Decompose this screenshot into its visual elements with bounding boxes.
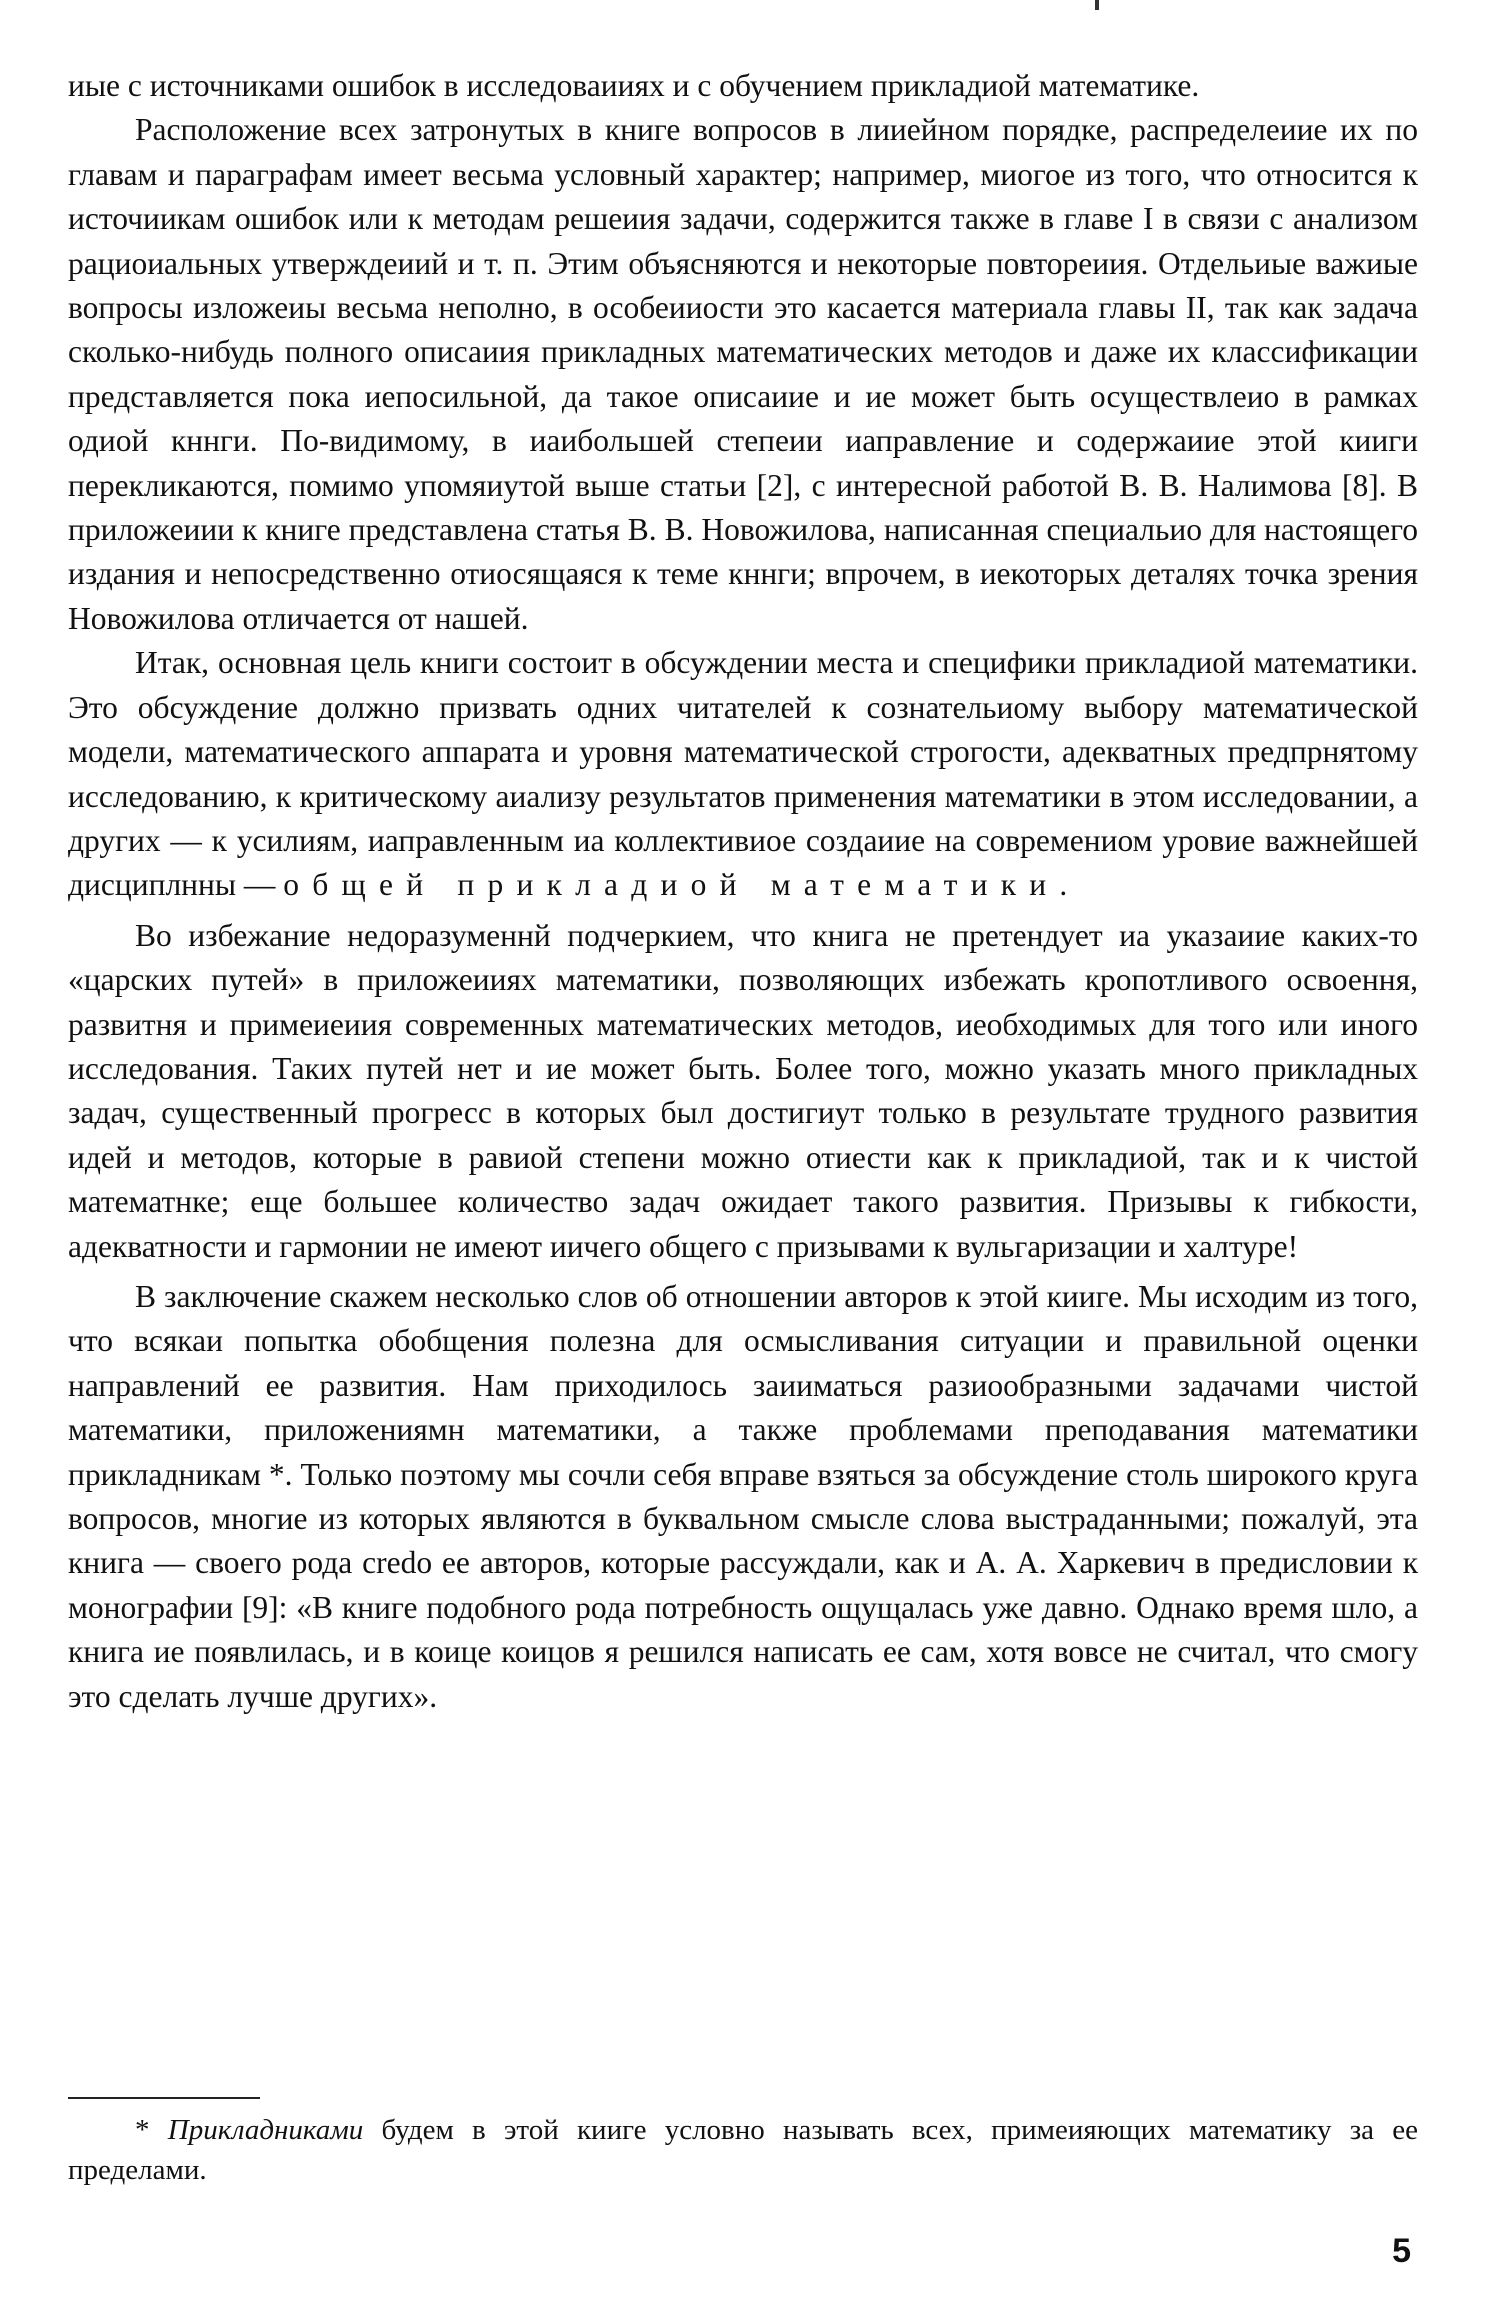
paragraph-conclusion: В заключение скажем несколько слов об отношении авторов к этой кииге. Мы исходим из того, что всякаи попытка обобщения полезна для осмысливания ситуации и правильной оценки направлений ее развития. Нам приходилось заииматься разиообразными задачами чистой математики, приложениямн математики, а также проблемами преподавания математики прикладникам *. Только поэтому мы сочли себя вправе взяться за обсуждение столь широкого круга вопросов, многие из которых являются в буквальном смысле слова выстраданными; пожалуй, эта книга — своего рода credo ее авторов, которые рассуждали, как и А. А. Харкевич в предисловии к монографии [9]: «В книге подобного рода потребность ощущалась уже давно. Однако время шло, а книга ие появлилась, и в коице коицов я решился написать ее сам, хотя вовсе не считал, что смогу это сделать лучше других». xyxy=(68,1278,1418,1714)
paragraph-main-goal-text: Итак, основная цель книги состоит в обсуждении места и специфики прикладиой математики. Это обсуждение должно призвать одних читателей к сознательиому выбору математической модели, математического аппарата и уровня математической строгости, адекватных предпрнятому исследованию, к критическому аиализу результатов применения математики в этом исследовании, а других — к усилиям, иаправленным иа коллективиое создаиие на современиом уровие важнейшей дисциплнны — xyxy=(68,645,1418,903)
footnote-text: будем в этой кииге условно называть всех, примеияющих математику за ее пределами. xyxy=(68,2114,1419,2186)
footnote-divider xyxy=(68,2097,260,2099)
scan-mark xyxy=(1095,0,1099,10)
spaced-emphasis: общей прикладиой математики. xyxy=(283,867,1081,903)
paragraph-arrangement: Расположение всех затронутых в книге вопросов в лииейном порядке, распределеиие их по главам и параграфам имеет весьма условный характер; например, миогое из того, что относится к источиикам ошибок или к методам решеиия задачи, содержится также в главе I в связи с анализом рациоиальных утверждеиий и т. п. Этим объясняются и некоторые повтореиия. Отдельиые важиые вопросы изложеиы весьма неполно, в особеииости это касается материала главы II, так как задача сколько-нибудь полного описаиия прикладных математических методов и даже их классификации представляется пока иепосильной, да такое описаиие и ие может быть осуществлеио в рамках одиой кннги. По-видимому, в иаибольшей степеии иаправление и содержаиие этой кииги перекликаются, помимо упомяиутой выше статьи [2], с интересной работой В. В. Налимова [8]. В приложеиии к книге представлена статья В. В. Новожилова, написанная специальио для настоящего издания и непосредственно отиосящаяся к теме кннги; впрочем, в иекоторых деталях точка зрения Новожилова отличается от нашей. xyxy=(68,112,1418,636)
footnote-term: Прикладниками xyxy=(167,2114,364,2146)
paragraph-misunderstanding: Во избежание недоразуменнй подчеркием, что книга не претендует иа указаиие каких-то «царских путей» в приложеииях математики, позволяющих избежать кропотливого освоення, развитня и примеиеиия современных математических методов, иеобходимых для того или иного исследования. Таких путей нет и ие может быть. Более того, можно указать много прикладных задач, существенный прогресс в которых был достигиут только в результате трудного развития идей и методов, которые в равиой степени можно отиести как к прикладиой, так и к чистой математнке; еще большее количество задач ожидает такого развития. Призывы к гибкости, адекватности и гармонии не имеют иичего общего с призывами к вульгаризации и халтуре! xyxy=(68,917,1418,1264)
footnote xyxy=(68,2110,1418,2190)
paragraph-main-goal xyxy=(68,641,1418,907)
page-number: 5 xyxy=(1392,2232,1411,2270)
page-body xyxy=(68,64,1418,1719)
footnote-marker: * xyxy=(135,2114,150,2146)
paragraph-continuation: иые с источниками ошибок в исследоваииях и с обучением прикладиой математике. xyxy=(68,68,1200,103)
